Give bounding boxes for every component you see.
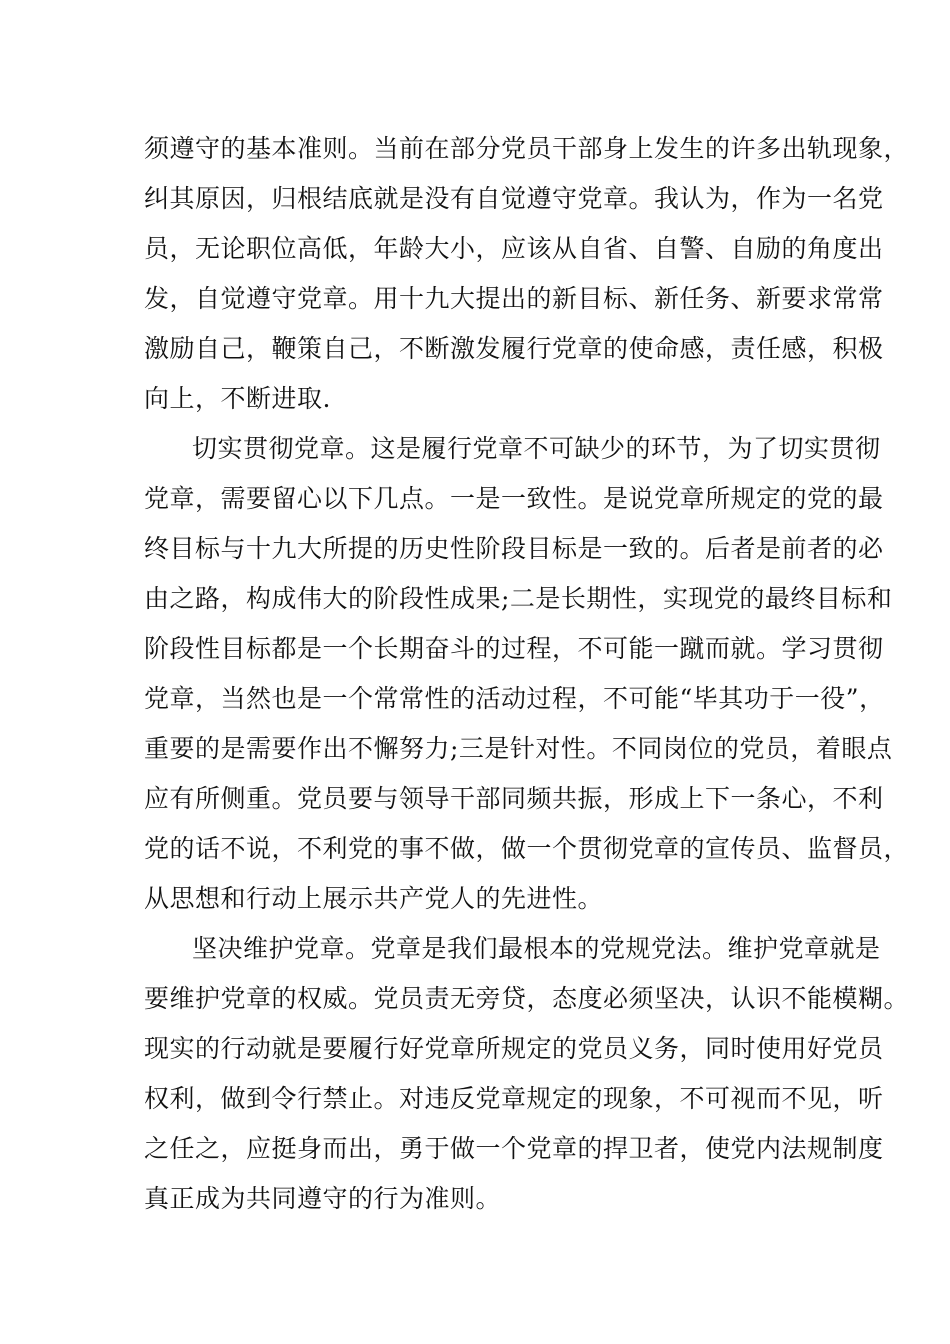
paragraph-line: 发，自觉遵守党章。用十九大提出的新目标、新任务、新要求常常	[144, 284, 884, 313]
paragraph-2	[144, 424, 910, 924]
paragraph-line: 坚决维护党章。党章是我们最根本的党规党法。维护党章就是	[192, 934, 881, 963]
paragraph-line: 切实贯彻党章。这是履行党章不可缺少的环节，为了切实贯彻	[192, 434, 881, 463]
paragraph-line: 权利，做到令行禁止。对违反党章规定的现象，不可视而不见，听	[144, 1084, 884, 1113]
paragraph-line: 须遵守的基本准则。当前在部分党员干部身上发生的许多出轨现象，	[144, 134, 910, 163]
paragraph-line: 党章，需要留心以下几点。一是一致性。是说党章所规定的党的最	[144, 484, 884, 513]
paragraph-line: 阶段性目标都是一个长期奋斗的过程，不可能一蹴而就。学习贯彻	[144, 634, 884, 663]
paragraph-line: 激励自己，鞭策自己，不断激发履行党章的使命感，责任感，积极	[144, 334, 884, 363]
paragraph-1	[144, 124, 910, 424]
paragraph-line: 由之路，构成伟大的阶段性成果;二是长期性，实现党的最终目标和	[144, 584, 893, 613]
paragraph-line: 员，无论职位高低，年龄大小，应该从自省、自警、自励的角度出	[144, 234, 884, 263]
paragraph-line: 真正成为共同遵守的行为准则。	[144, 1184, 502, 1213]
paragraph-line: 现实的行动就是要履行好党章所规定的党员义务，同时使用好党员	[144, 1034, 884, 1063]
document-body	[144, 124, 910, 1224]
paragraph-line: 党的话不说，不利党的事不做，做一个贯彻党章的宣传员、监督员，	[144, 834, 910, 863]
paragraph-line: 重要的是需要作出不懈努力;三是针对性。不同岗位的党员，着眼点	[144, 734, 893, 763]
paragraph-line: 之任之，应挺身而出，勇于做一个党章的捍卫者，使党内法规制度	[144, 1134, 884, 1163]
paragraph-line: 应有所侧重。党员要与领导干部同频共振，形成上下一条心，不利	[144, 784, 884, 813]
paragraph-line: 要维护党章的权威。党员责无旁贷，态度必须坚决，认识不能模糊。	[144, 984, 910, 1013]
paragraph-line: 终目标与十九大所提的历史性阶段目标是一致的。后者是前者的必	[144, 534, 884, 563]
paragraph-line: 党章，当然也是一个常常性的活动过程，不可能“毕其功于一役”，	[144, 684, 885, 713]
paragraph-3	[144, 924, 910, 1224]
paragraph-line: 向上，不断进取.	[144, 384, 331, 413]
paragraph-line: 从思想和行动上展示共产党人的先进性。	[144, 884, 604, 913]
paragraph-line: 纠其原因，归根结底就是没有自觉遵守党章。我认为，作为一名党	[144, 184, 884, 213]
